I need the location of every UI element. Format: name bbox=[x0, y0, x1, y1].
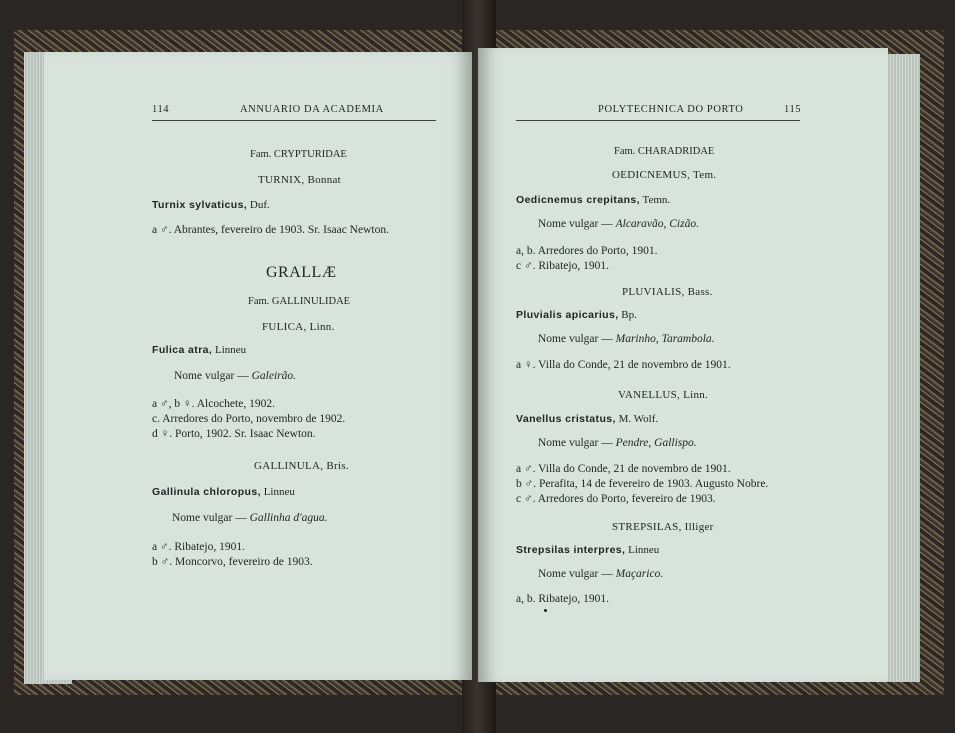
family-heading: Fam. CRYPTURIDAE bbox=[250, 149, 347, 160]
common-name: Galeirão. bbox=[251, 370, 297, 382]
common-name-label: Nome vulgar — bbox=[538, 437, 613, 449]
specimen-record: a ♂. Ribatejo, 1901. bbox=[152, 541, 245, 553]
page-number: 115 bbox=[784, 104, 802, 115]
left-page bbox=[44, 52, 472, 680]
common-name-line bbox=[538, 437, 697, 449]
species-line bbox=[152, 344, 246, 356]
common-name: Pendre, Gallispo. bbox=[615, 437, 697, 449]
common-name-line bbox=[538, 568, 663, 580]
common-name-line bbox=[538, 333, 715, 345]
species-author: Linneu bbox=[215, 344, 247, 356]
specimen-record: d ♀. Porto, 1902. Sr. Isaac Newton. bbox=[152, 428, 316, 440]
species-name: Oedicnemus crepitans, bbox=[516, 194, 640, 206]
specimen-record: a ♂, b ♀. Alcochete, 1902. bbox=[152, 398, 275, 410]
common-name: Maçarico. bbox=[615, 568, 664, 580]
species-line bbox=[516, 194, 670, 206]
specimen-record: a, b. Ribatejo, 1901. bbox=[516, 593, 609, 605]
genus-heading: VANELLUS, Linn. bbox=[618, 389, 709, 401]
common-name-label: Nome vulgar — bbox=[538, 333, 613, 345]
species-author: Linneu bbox=[628, 544, 660, 556]
genus-heading: OEDICNEMUS, Tem. bbox=[612, 169, 717, 181]
right-page bbox=[478, 48, 888, 682]
order-heading: GRALLÆ bbox=[266, 264, 337, 281]
species-line bbox=[152, 199, 270, 211]
species-name: Strepsilas interpres, bbox=[516, 544, 626, 556]
species-name: Gallinula chloropus, bbox=[152, 486, 261, 498]
genus-heading: GALLINULA, Bris. bbox=[254, 460, 349, 472]
specimen-record: a ♂. Villa do Conde, 21 de novembro de 1901. bbox=[516, 463, 731, 475]
common-name-label: Nome vulgar — bbox=[172, 512, 247, 524]
specimen-record: a ♂. Abrantes, fevereiro de 1903. Sr. Isaac Newton. bbox=[152, 224, 389, 236]
specimen-record: b ♂. Perafita, 14 de fevereiro de 1903. Augusto Nobre. bbox=[516, 478, 769, 490]
species-author: Bp. bbox=[621, 309, 637, 321]
common-name-line bbox=[538, 218, 699, 230]
family-heading: Fam. CHARADRIDAE bbox=[614, 146, 715, 157]
common-name-label: Nome vulgar — bbox=[174, 370, 249, 382]
ink-speck bbox=[544, 609, 547, 612]
genus-heading: STREPSILAS, Illiger bbox=[612, 521, 714, 533]
species-author: Temn. bbox=[642, 194, 671, 206]
species-line bbox=[516, 309, 637, 321]
species-author: Linneu bbox=[263, 486, 295, 498]
specimen-record: c. Arredores do Porto, novembro de 1902. bbox=[152, 413, 346, 425]
specimen-record: a, b. Arredores do Porto, 1901. bbox=[516, 245, 658, 257]
specimen-record: b ♂. Moncorvo, fevereiro de 1903. bbox=[152, 556, 313, 568]
page-number: 114 bbox=[152, 104, 170, 115]
species-name: Pluvialis apicarius, bbox=[516, 309, 619, 321]
header-rule bbox=[152, 120, 436, 121]
species-name: Vanellus cristatus, bbox=[516, 413, 616, 425]
header-rule bbox=[516, 120, 800, 121]
species-author: Duf. bbox=[249, 199, 270, 211]
genus-heading: FULICA, Linn. bbox=[262, 321, 335, 333]
species-line bbox=[516, 544, 659, 556]
common-name-line bbox=[174, 370, 296, 382]
common-name: Marinho, Tarambola. bbox=[615, 333, 715, 345]
family-heading: Fam. GALLINULIDAE bbox=[248, 296, 351, 307]
common-name: Gallinha d'agua. bbox=[249, 512, 328, 524]
running-head: POLYTECHNICA DO PORTO bbox=[598, 104, 744, 115]
common-name-label: Nome vulgar — bbox=[538, 568, 613, 580]
common-name-label: Nome vulgar — bbox=[538, 218, 613, 230]
species-name: Fulica atra, bbox=[152, 344, 213, 356]
specimen-record: c ♂. Ribatejo, 1901. bbox=[516, 260, 609, 272]
species-line bbox=[152, 486, 295, 498]
species-line bbox=[516, 413, 658, 425]
common-name-line bbox=[172, 512, 327, 524]
genus-heading: TURNIX, Bonnat bbox=[258, 174, 342, 186]
specimen-record: c ♂. Arredores do Porto, fevereiro de 1903. bbox=[516, 493, 716, 505]
common-name: Alcaravão, Cizão. bbox=[615, 218, 699, 230]
running-head: ANNUARIO DA ACADEMIA bbox=[240, 104, 384, 115]
species-author: M. Wolf. bbox=[618, 413, 659, 425]
species-name: Turnix sylvaticus, bbox=[152, 199, 248, 211]
specimen-record: a ♀. Villa do Conde, 21 de novembro de 1901. bbox=[516, 359, 731, 371]
genus-heading: PLUVIALIS, Bass. bbox=[622, 286, 713, 298]
